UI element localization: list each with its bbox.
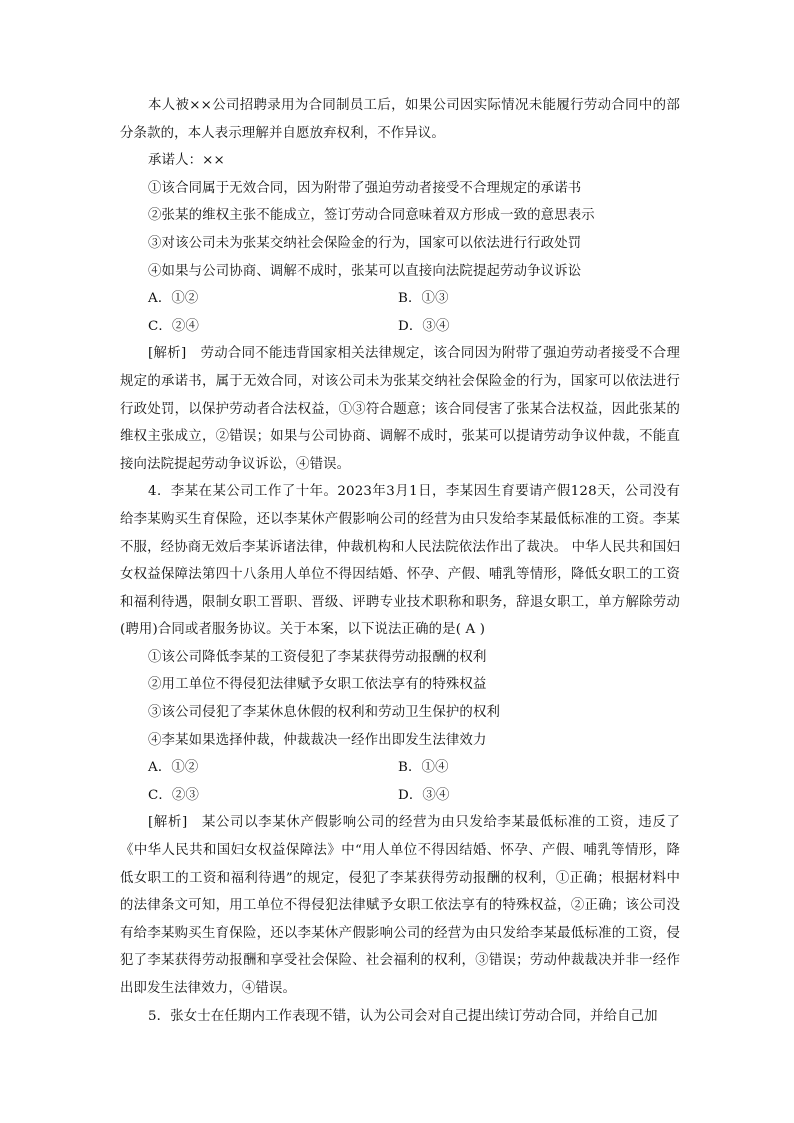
- q4-statement-2: ②用工单位不得侵犯法律赋予女职工依法享有的特殊权益: [148, 677, 487, 693]
- q3-choice-a: A．①②: [148, 291, 199, 307]
- q3-analysis-tag: [解析]: [148, 346, 187, 362]
- promise-signer: 承诺人：××: [148, 153, 225, 169]
- q3-choices-row-2: [120, 313, 680, 341]
- q4-choices-row-1: [120, 754, 680, 782]
- q5-stem: 5．张女士在任期内工作表现不错，认为公司会对自己提出续订劳动合同，并给自己加: [148, 1008, 658, 1024]
- q4-choice-b: B．①④: [398, 760, 449, 776]
- q3-choices-row-1: [120, 285, 680, 313]
- q3-choice-b: B．①③: [398, 291, 449, 307]
- q3-choice-c: C．②④: [148, 318, 200, 334]
- q3-choice-d: D．③④: [398, 318, 450, 334]
- q4-statement-3: ③该公司侵犯了李某休息休假的权利和劳动卫生保护的权利: [148, 705, 501, 721]
- document-body: [120, 92, 680, 1030]
- q3-statement-4: ④如果与公司协商、调解不成时，张某可以直接向法院提起劳动争议诉讼: [148, 263, 582, 279]
- q4-choice-d: D．③④: [398, 787, 450, 803]
- promise-text: 本人被××公司招聘录用为合同制员工后，如果公司因实际情况未能履行劳动合同中的部分条款的，本人表示理解并自愿放弃权利，不作异议。: [120, 98, 680, 141]
- q4-choice-a: A．①②: [148, 760, 199, 776]
- q4-stem: 4．李某在某公司工作了十年。2023年3月1日，李某因生育要请产假128天，公司没有给李某购买生育保险，还以李某休产假影响公司的经营为由只发给李某最低标准的工资。李某不服，经协商无效后李某诉诸法律，仲裁机构和人民法院依法作出了裁决。 中华人民共和国妇女权益保障法第四十八条用人单位不得因结婚、怀孕、产假、哺乳等情形，降低女职工的工资和福利待遇，限制女职工晋职、晋级、评聘专业技术职称和职务，辞退女职工，单方解除劳动(聘用)合同或者服务协议。关于本案，以下说法正确的是( A ): [120, 484, 680, 638]
- q4-choice-c: C．②③: [148, 787, 200, 803]
- q4-statement-4: ④李某如果选择仲裁，仲裁裁决一经作出即发生法律效力: [148, 732, 487, 748]
- q3-analysis: [120, 340, 680, 478]
- q4-analysis-text: 某公司以李某休产假影响公司的经营为由只发给李某最低标准的工资，违反了《中华人民共和国妇女权益保障法》中“用人单位不得因结婚、怀孕、产假、哺乳等情形，降低女职工的工资和福利待遇”的规定，侵犯了李某获得劳动报酬的权利，①正确；根据材料中的法律条文可知，用工单位不得侵犯法律赋予女职工依法享有的特殊权益，②正确；该公司没有给李某购买生育保险，还以李某休产假影响公司的经营为由只发给李某最低标准的工资，侵犯了李某获得劳动报酬和享受社会保险、社会福利的权利，③错误；劳动仲裁裁决并非一经作出即发生法律效力，④错误。: [120, 815, 680, 996]
- q4-analysis: [120, 809, 680, 1002]
- q4-analysis-tag: [解析]: [148, 815, 188, 831]
- q3-statement-2: ②张某的维权主张不能成立，签订劳动合同意味着双方形成一致的意思表示: [148, 208, 595, 224]
- q4-choices-row-2: [120, 782, 680, 810]
- q4-statement-1: ①该公司降低李某的工资侵犯了李某获得劳动报酬的权利: [148, 649, 487, 665]
- q3-statement-1: ①该合同属于无效合同，因为附带了强迫劳动者接受不合理规定的承诺书: [148, 180, 582, 196]
- q3-analysis-text: 劳动合同不能违背国家相关法律规定，该合同因为附带了强迫劳动者接受不合理规定的承诺书，属于无效合同，对该公司未为张某交纳社会保险金的行为，国家可以依法进行行政处罚，以保护劳动者合法权益，①③符合题意；该合同侵害了张某合法权益，因此张某的维权主张成立，②错误；如果与公司协商、调解不成时，张某可以提请劳动争议仲裁，不能直接向法院提起劳动争议诉讼，④错误。: [120, 346, 680, 472]
- q3-statement-3: ③对该公司未为张某交纳社会保险金的行为，国家可以依法进行行政处罚: [148, 235, 582, 251]
